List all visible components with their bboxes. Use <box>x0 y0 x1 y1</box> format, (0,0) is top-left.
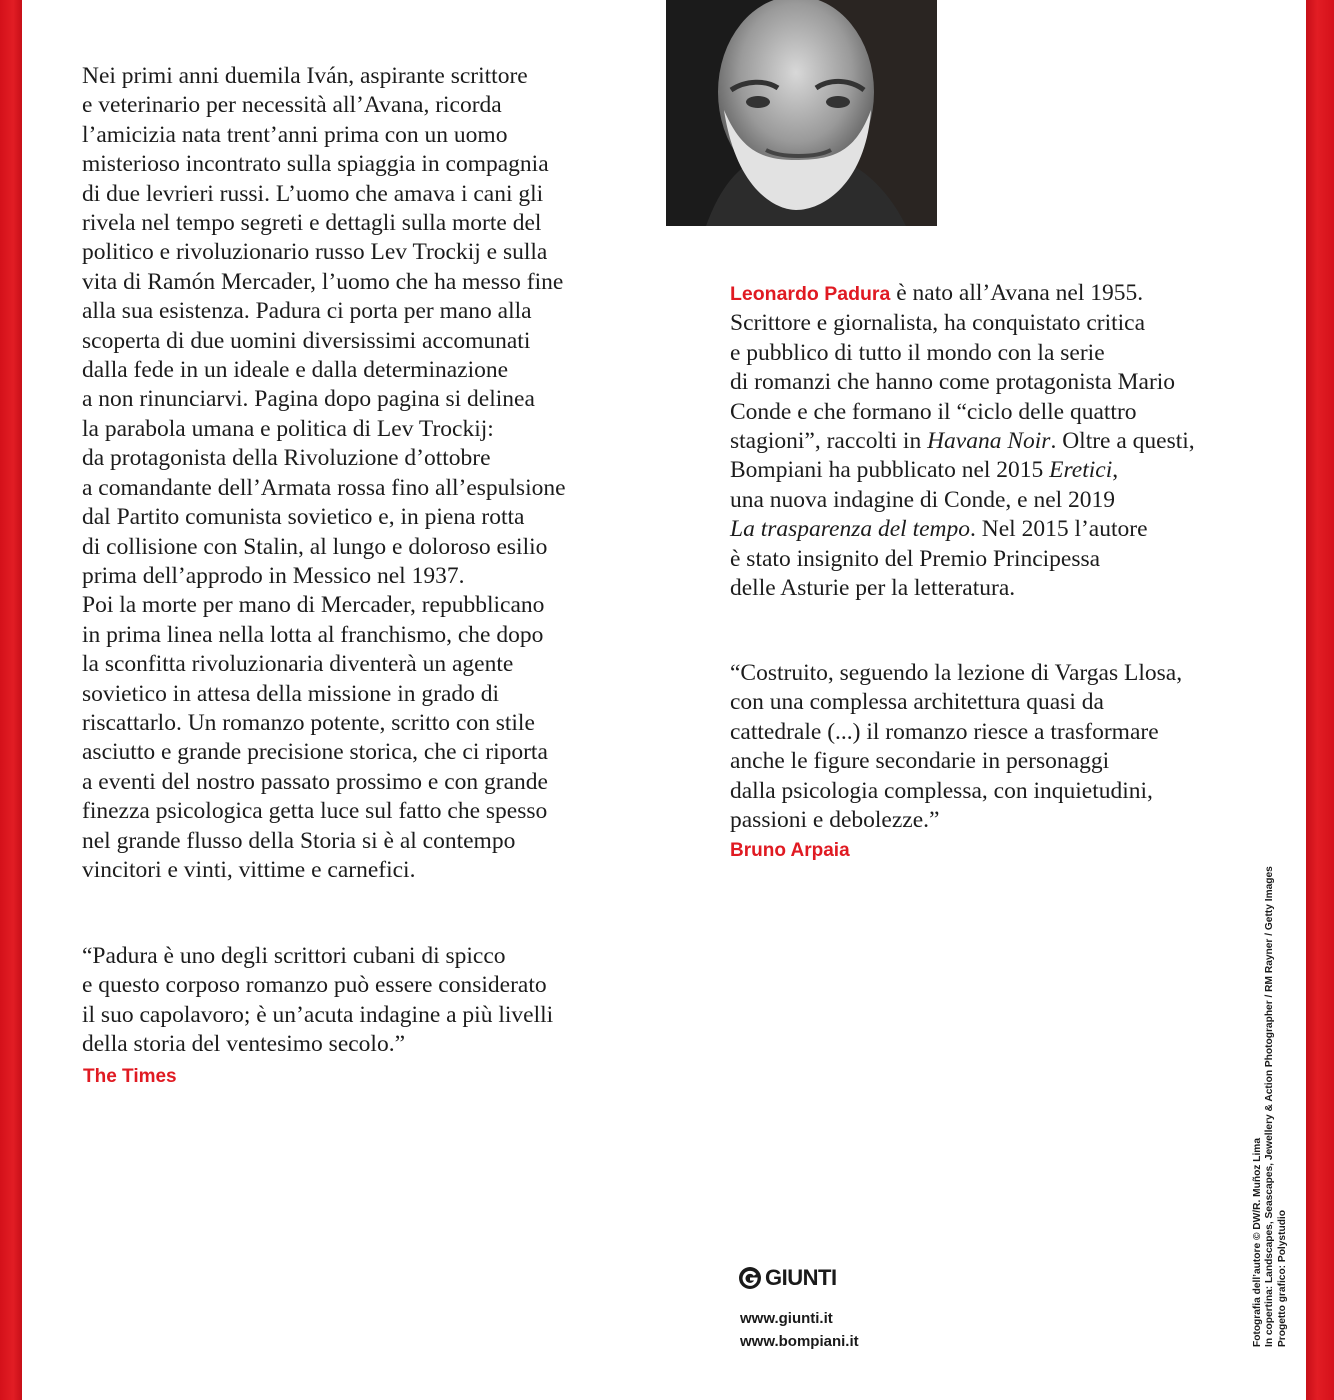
author-name: Leonardo Padura <box>730 283 891 305</box>
text-line: politico e rivoluzionario russo Lev Trockij e sulla <box>82 239 548 266</box>
bio-text: , <box>1112 457 1119 484</box>
text-line: vincitori e vinti, vittime e carnefici. <box>82 856 416 883</box>
text-line: e veterinario per necessità all’Avana, ricorda <box>82 92 502 119</box>
bompiani-website-link[interactable]: www.bompiani.it <box>740 1333 859 1350</box>
quote-line: “Costruito, seguendo la lezione di Vargas Llosa, <box>730 660 1183 686</box>
book-title: La trasparenza del tempo <box>730 516 971 543</box>
bio-text: Bompiani ha pubblicato nel 2015 <box>730 457 1050 484</box>
text-line: la parabola umana e politica di Lev Trockij: <box>82 415 494 442</box>
book-title: Eretici <box>1049 457 1113 484</box>
quote-line: dalla psicologia complessa, con inquietudini, <box>730 777 1153 804</box>
bio-line <box>730 279 1290 309</box>
text-line: a non rinunciarvi. Pagina dopo pagina si delinea <box>82 386 535 413</box>
author-portrait-image <box>666 0 937 226</box>
text-line: di due levrieri russi. L’uomo che amava i cani gli <box>82 180 544 207</box>
text-line: asciutto e grande precisione storica, che ci riporta <box>82 739 548 766</box>
book-title: Havana Noir <box>927 428 1051 455</box>
giunti-g-icon <box>738 1266 762 1290</box>
text-line: alla sua esistenza. Padura ci porta per mano alla <box>82 298 532 325</box>
times-quote-source: The Times <box>83 1066 177 1087</box>
text-line: da protagonista della Rivoluzione d’ottobre <box>82 445 491 472</box>
logo-text: GIUNTI <box>765 1265 837 1290</box>
synopsis-text <box>82 62 642 885</box>
arpaia-quote <box>730 659 1290 835</box>
times-quote <box>82 942 642 1060</box>
arpaia-quote-source: Bruno Arpaia <box>730 840 850 861</box>
bio-line: Conde e che formano il “ciclo delle quattro <box>730 398 1137 425</box>
quote-line: “Padura è uno degli scrittori cubani di spicco <box>82 943 506 969</box>
quote-line: passioni e debolezze.” <box>730 807 940 834</box>
bio-line <box>730 515 1290 544</box>
giunti-website-link[interactable]: www.giunti.it <box>740 1310 833 1327</box>
text-line: riscattarlo. Un romanzo potente, scritto con stile <box>82 709 535 736</box>
bio-line: e pubblico di tutto il mondo con la serie <box>730 339 1105 366</box>
text-line: l’amicizia nata trent’anni prima con un uomo <box>82 121 508 148</box>
right-red-band <box>1306 0 1334 1400</box>
text-line: finezza psicologica getta luce sul fatto che spesso <box>82 798 548 825</box>
giunti-logo <box>738 1265 837 1291</box>
text-line: sovietico in attesa della missione in grado di <box>82 680 500 707</box>
quote-line: e questo corposo romanzo può essere considerato <box>82 972 547 999</box>
credits-block <box>1252 866 1289 1347</box>
text-line: a eventi del nostro passato prossimo e con grande <box>82 768 548 795</box>
bio-line: delle Asturie per la letteratura. <box>730 575 1016 602</box>
cover-credit: In copertina: Landscapes, Seascapes, Jewellery & Action Photographer / RM Rayner / Getty Images <box>1264 866 1276 1347</box>
text-line: in prima linea nella lotta al franchismo, che dopo <box>82 621 544 648</box>
bio-line: è stato insignito del Premio Principessa <box>730 545 1101 572</box>
bio-line: una nuova indagine di Conde, e nel 2019 <box>730 486 1116 513</box>
quote-line: della storia del ventesimo secolo.” <box>82 1031 406 1058</box>
text-line: di collisione con Stalin, al lungo e doloroso esilio <box>82 533 548 560</box>
bio-line <box>730 456 1290 485</box>
bio-line: di romanzi che hanno come protagonista Mario <box>730 369 1176 396</box>
text-line: misterioso incontrato sulla spiaggia in compagnia <box>82 151 549 178</box>
quote-line: anche le figure secondarie in personaggi <box>730 748 1110 775</box>
text-line: dalla fede in un ideale e dalla determinazione <box>82 357 509 384</box>
author-bio <box>730 279 1290 603</box>
text-line: prima dell’approdo in Messico nel 1937. <box>82 562 465 589</box>
quote-line: il suo capolavoro; è un’acuta indagine a più livelli <box>82 1001 554 1028</box>
text-line: nel grande flusso della Storia si è al contempo <box>82 827 516 854</box>
left-red-band <box>0 0 22 1400</box>
design-credit: Progetto grafico: Polystudio <box>1276 1210 1288 1347</box>
text-line: dal Partito comunista sovietico e, in piena rotta <box>82 504 525 531</box>
bio-text: è nato all’Avana nel 1955. <box>890 280 1144 306</box>
text-line: vita di Ramón Mercader, l’uomo che ha messo fine <box>82 268 564 295</box>
quote-line: con una complessa architettura quasi da <box>730 689 1104 716</box>
bio-text: . Nel 2015 l’autore <box>970 516 1148 543</box>
quote-line: cattedrale (...) il romanzo riesce a trasformare <box>730 718 1159 745</box>
text-line: la sconfitta rivoluzionaria diventerà un agente <box>82 651 514 678</box>
author-photo <box>666 0 937 226</box>
text-line: rivela nel tempo segreti e dettagli sulla morte del <box>82 210 542 237</box>
text-line: a comandante dell’Armata rossa fino all’espulsione <box>82 474 566 501</box>
photo-credit: Fotografia dell’autore © DW/R. Muñoz Lima <box>1252 1138 1263 1347</box>
text-line: scoperta di due uomini diversissimi accomunati <box>82 327 531 354</box>
bio-line <box>730 427 1290 456</box>
bio-text: stagioni”, raccolti in <box>730 428 928 455</box>
text-line: Poi la morte per mano di Mercader, repubblicano <box>82 592 545 619</box>
bio-line: Scrittore e giornalista, ha conquistato critica <box>730 310 1146 337</box>
bio-text: . Oltre a questi, <box>1050 428 1195 455</box>
text-line: Nei primi anni duemila Iván, aspirante scrittore <box>82 63 528 89</box>
